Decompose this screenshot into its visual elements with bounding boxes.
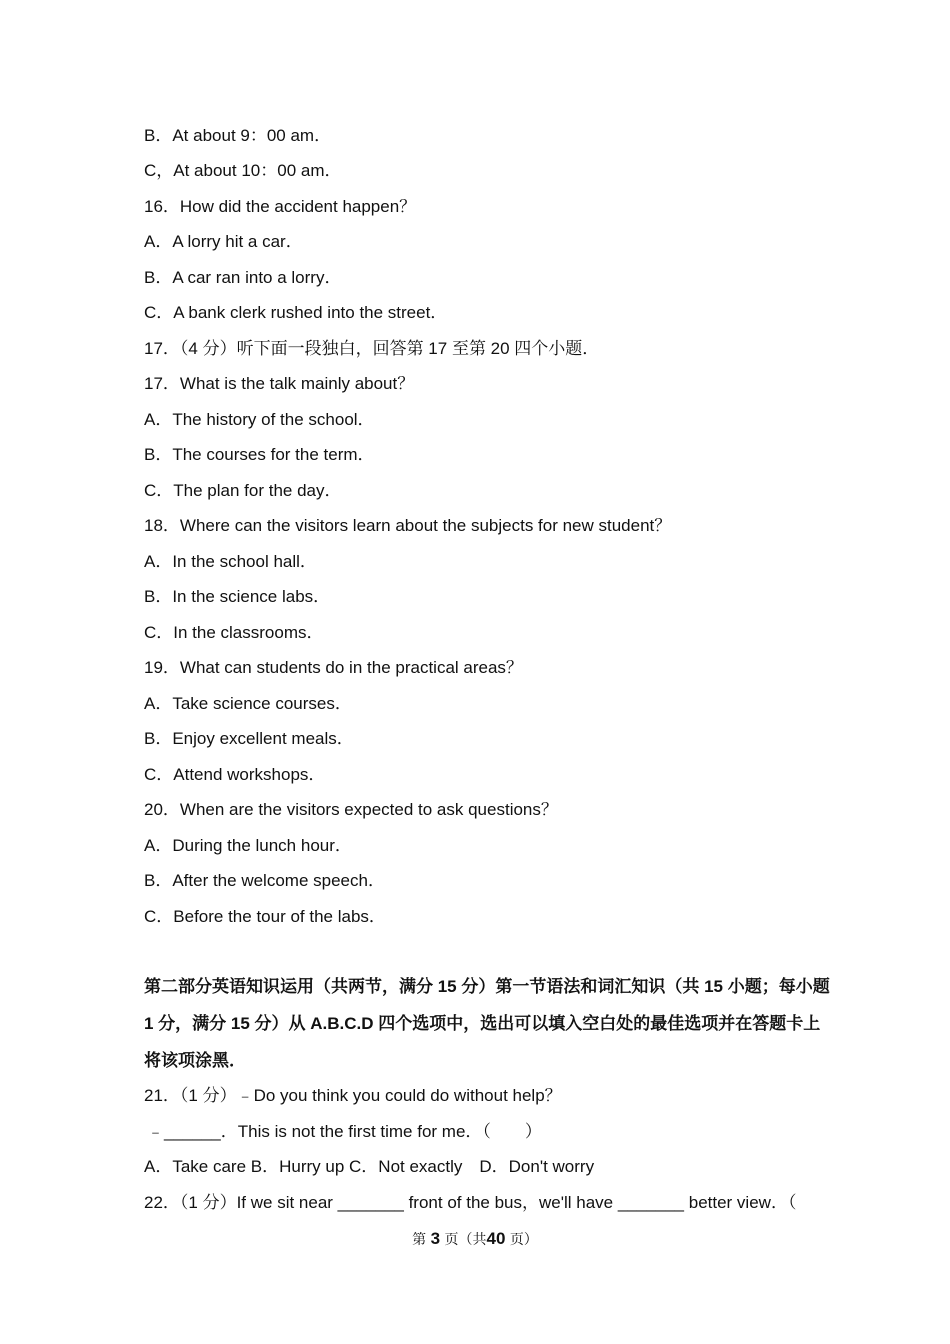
option-line: A．A lorry hit a car． xyxy=(144,232,303,251)
instruction-line: 17．（4 分）听下面一段独白，回答第 17 至第 20 四个小题． xyxy=(144,339,600,358)
question-line: 16．How did the accident happen？ xyxy=(144,197,417,216)
footer-prefix: 第 xyxy=(412,1232,427,1248)
option-line: B．After the welcome speech． xyxy=(144,871,385,890)
option-line: B．In the science labs． xyxy=(144,587,331,606)
current-page-number: 3 xyxy=(430,1229,441,1248)
section-heading: 第二部分英语知识运用（共两节，满分 15 分）第一节语法和词汇知识（共 15 小题；每小题 1 分，满分 15 分）从 A.B.C.D 四个选项中，选出可以填入空白处的最佳选项并在答题卡上将该项涂黑． xyxy=(144,977,830,1070)
option-line: A．In the school hall． xyxy=(144,552,317,571)
option-line: C．Before the tour of the labs． xyxy=(144,907,386,926)
option-line: C，At about 10：00 am． xyxy=(144,161,342,180)
option-line: B．Enjoy excellent meals． xyxy=(144,729,354,748)
page-footer xyxy=(0,1229,950,1250)
option-line: A．During the lunch hour． xyxy=(144,836,352,855)
footer-middle: 页（共 xyxy=(444,1232,487,1248)
option-line: B．The courses for the term． xyxy=(144,445,375,464)
total-pages-number: 40 xyxy=(486,1229,506,1248)
footer-suffix: 页） xyxy=(509,1232,538,1248)
answer-blank-line: ﹣______．This is not the first time for me．（ ） xyxy=(147,1122,542,1141)
option-line: C．A bank clerk rushed into the street． xyxy=(144,303,448,322)
option-line: A．Take science courses． xyxy=(144,694,352,713)
option-line: C．The plan for the day． xyxy=(144,481,342,500)
option-line: C．Attend workshops． xyxy=(144,765,326,784)
option-line: A．Take care B．Hurry up C．Not exactly D．Don't worry xyxy=(144,1157,595,1176)
question-line: 19．What can students do in the practical areas？ xyxy=(144,658,523,677)
option-line: C．In the classrooms． xyxy=(144,623,324,642)
option-line: B．At about 9：00 am． xyxy=(144,126,332,145)
question-line: 22．（1 分）If we sit near _______ front of the bus，we'll have _______ better view．（ xyxy=(144,1193,797,1212)
question-line: 18．Where can the visitors learn about the subjects for new student？ xyxy=(144,516,672,535)
question-line: 21．（1 分）﹣Do you think you could do without help？ xyxy=(144,1086,562,1105)
question-line: 20．When are the visitors expected to ask questions？ xyxy=(144,800,558,819)
option-line: A．The history of the school． xyxy=(144,410,375,429)
question-line: 17．What is the talk mainly about？ xyxy=(144,374,415,393)
option-line: B．A car ran into a lorry． xyxy=(144,268,342,287)
